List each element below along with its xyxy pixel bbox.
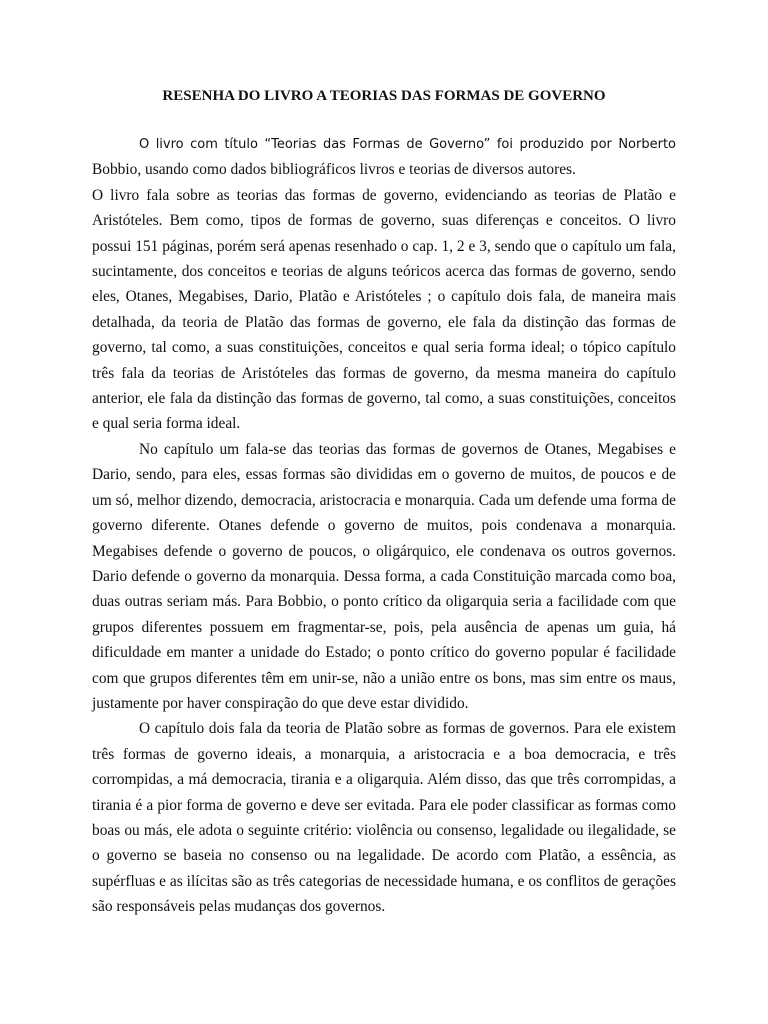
paragraph-intro — [92, 131, 676, 157]
document-page — [92, 84, 676, 920]
paragraph-overview: O livro fala sobre as teorias das formas de governo, evidenciando as teorias de Platão e Aristóteles. Bem como, tipos de formas de governo, suas diferenças e conceitos. O livro possui 151 páginas, porém será apenas resenhado o cap. 1, 2 e 3, sendo que o capítulo um fala, sucintamente, dos conceitos e teorias de alguns teóricos acerca das formas de governo, sendo eles, Otanes, Megabises, Dario, Platão e Aristóteles ; o capítulo dois fala, de maneira mais detalhada, da teoria de Platão das formas de governo, ele fala da distinção das formas de governo, tal como, a suas constituições, conceitos e qual seria forma ideal; o tópico capítulo três fala da teorias de Aristóteles das formas de governo, da mesma maneira do capítulo anterior, ele fala da distinção das formas de governo, tal como, a suas constituições, conceitos e qual seria forma ideal. — [92, 186, 676, 433]
paragraph-intro-lead: O livro com título “Teorias das Formas de Governo” foi produzido por Norberto — [139, 137, 676, 152]
paragraph-chapter-two: O capítulo dois fala da teoria de Platão sobre as formas de governos. Para ele existem três formas de governo ideais, a monarquia, a aristocracia e a boa democracia, e três corrompidas, a má democracia, tirania e a oligarquia. Além disso, das que três corrompidas, a tirania é a pior forma de governo e deve ser evitada. Para ele poder classificar as formas como boas ou más, ele adota o seguinte critério: violência ou consenso, legalidade ou ilegalidade, se o governo se baseia no consenso ou na legalidade. De acordo com Platão, a essência, as supérfluas e as ilícitas são as três categorias de necessidade humana, e os conflitos de gerações são responsáveis pelas mudanças dos governos. — [92, 720, 676, 916]
paragraph-intro-rest: Bobbio, usando como dados bibliográficos livros e teorias de diversos autores. — [92, 161, 576, 179]
paragraph-chapter-one: No capítulo um fala-se das teorias das formas de governos de Otanes, Megabises e Dario, sendo, para eles, essas formas são divididas em o governo de muitos, de poucos e de um só, melhor dizendo, democracia, aristocracia e monarquia. Cada um defende uma forma de governo diferente. Otanes defende o governo de muitos, pois condenava a monarquia. Megabises defende o governo de poucos, o oligárquico, ele condenava os outros governos. Dario defende o governo da monarquia. Dessa forma, a cada Constituição marcada como boa, duas outras seriam más. Para Bobbio, o ponto crítico da oligarquia seria a facilidade com que grupos diferentes possuem em fragmentar-se, pois, pela ausência de apenas um guia, há dificuldade em manter a unidade do Estado; o ponto crítico do governo popular é facilidade com que grupos diferentes têm em unir-se, não a união entre os bons, mas sim entre os maus, justamente por haver conspiração do que deve estar dividido. — [92, 440, 676, 712]
document-title: RESENHA DO LIVRO A TEORIAS DAS FORMAS DE GOVERNO — [162, 88, 606, 104]
